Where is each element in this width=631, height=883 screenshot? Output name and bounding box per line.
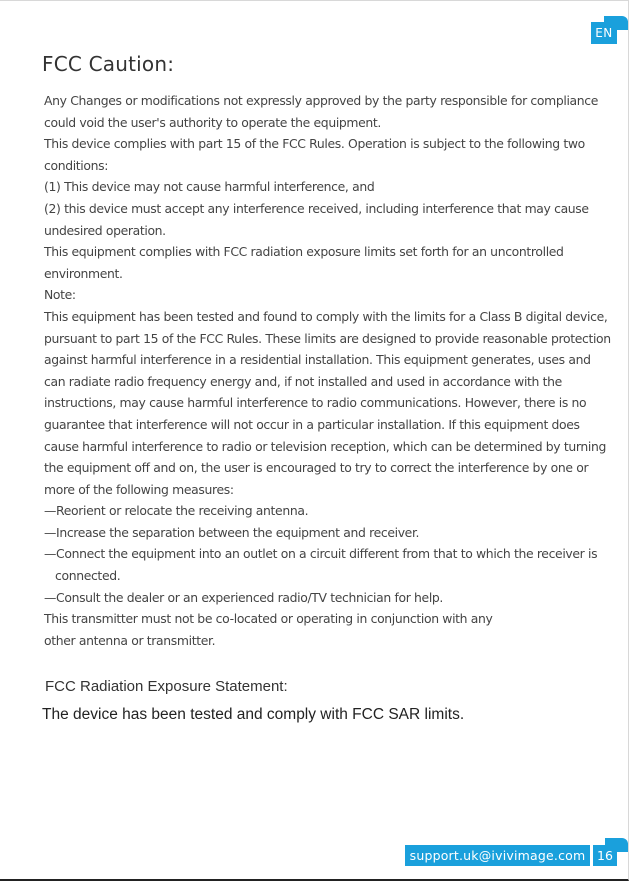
page-number: 16 xyxy=(593,845,617,866)
body-line: This equipment complies with FCC radiation exposure limits set forth for an uncontrolled xyxy=(44,244,564,260)
body-line: more of the following measures: xyxy=(44,481,234,497)
fcc-caution-body xyxy=(44,90,611,651)
body-line: This equipment has been tested and found to comply with the limits for a Class B digital device, xyxy=(44,308,608,324)
measure-item: —Increase the separation between the equipment and receiver. xyxy=(44,524,420,540)
body-line: could void the user's authority to operate the equipment. xyxy=(44,114,382,130)
language-tab: EN xyxy=(591,22,617,44)
body-line: cause harmful interference to radio or television reception, which can be determined by turning xyxy=(44,438,607,454)
body-line: undesired operation. xyxy=(44,222,166,238)
body-line: This device complies with part 15 of the FCC Rules. Operation is subject to the following two xyxy=(44,136,585,152)
body-line: instructions, may cause harmful interference to radio communications. However, there is no xyxy=(44,395,587,411)
measure-item-continued: connected. xyxy=(55,568,121,584)
support-email: support.uk@ivivimage.com xyxy=(405,845,590,866)
body-line: the equipment off and on, the user is encouraged to try to correct the interference by one or xyxy=(44,460,589,476)
body-line: against harmful interference in a residential installation. This equipment generates, uses and xyxy=(44,352,591,368)
body-line: conditions: xyxy=(44,157,109,173)
body-line: Any Changes or modifications not expressly approved by the party responsible for compliance xyxy=(44,93,599,108)
body-line: (1) This device may not cause harmful interference, and xyxy=(44,179,375,195)
measure-item: —Reorient or relocate the receiving antenna. xyxy=(44,503,309,519)
measure-item: —Consult the dealer or an experienced radio/TV technician for help. xyxy=(44,589,444,605)
body-line: pursuant to part 15 of the FCC Rules. These limits are designed to provide reasonable protection xyxy=(44,330,611,346)
body-line: can radiate radio frequency energy and, if not installed and used in accordance with the xyxy=(44,373,562,389)
note-heading: Note: xyxy=(44,287,76,303)
body-line: This transmitter must not be co-located or operating in conjunction with any xyxy=(44,611,493,627)
body-line: environment. xyxy=(44,265,123,281)
measure-item: —Connect the equipment into an outlet on a circuit different from that to which the receiver is xyxy=(44,546,598,562)
radiation-exposure-body: The device has been tested and comply with FCC SAR limits. xyxy=(42,706,465,723)
section-title: FCC Caution: xyxy=(42,52,175,76)
body-line: guarantee that interference will not occur in a particular installation. If this equipment does xyxy=(44,416,580,432)
body-line: (2) this device must accept any interference received, including interference that may cause xyxy=(44,200,589,216)
radiation-exposure-title: FCC Radiation Exposure Statement: xyxy=(45,678,288,695)
body-line: other antenna or transmitter. xyxy=(44,632,216,648)
